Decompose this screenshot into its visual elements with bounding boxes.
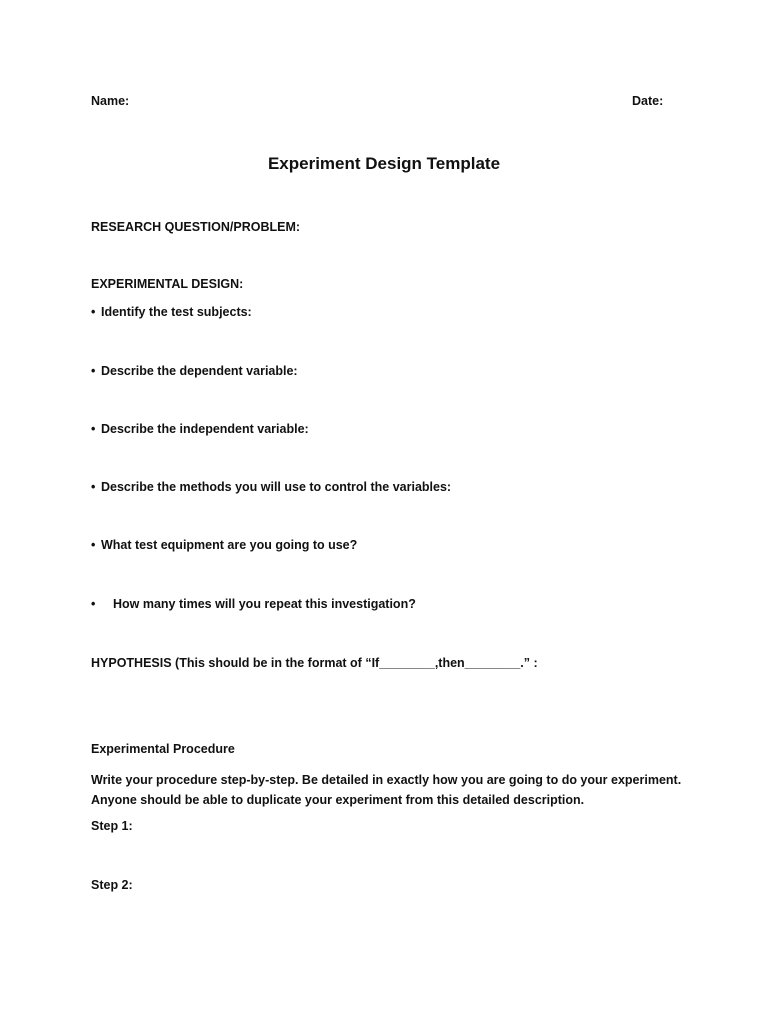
page-title: Experiment Design Template xyxy=(267,154,501,173)
procedure-instructions-line: Anyone should be able to duplicate your experiment from this detailed description. xyxy=(91,793,585,807)
procedure-instructions-line: Write your procedure step-by-step. Be detailed in exactly how you are going to do your experiment. xyxy=(91,773,682,787)
bullet-text: Describe the methods you will use to control the variables: xyxy=(101,480,452,494)
date-label: Date: xyxy=(632,94,664,108)
bullet-icon: • xyxy=(91,422,96,436)
bullet-icon: • xyxy=(91,364,96,378)
bullet-text: Describe the dependent variable: xyxy=(101,364,298,378)
bullet-text: Describe the independent variable: xyxy=(101,422,309,436)
hypothesis-heading: HYPOTHESIS (This should be in the format of “If________,then________.” : xyxy=(91,656,538,670)
procedure-instructions xyxy=(91,770,681,810)
bullet-item-repeat-count xyxy=(91,596,416,612)
bullet-item-control-methods xyxy=(91,479,451,495)
bullet-text: How many times will you repeat this investigation? xyxy=(113,597,416,611)
bullet-text: Identify the test subjects: xyxy=(101,305,252,319)
bullet-item-independent-variable xyxy=(91,421,309,437)
bullet-icon: • xyxy=(91,597,96,611)
bullet-icon: • xyxy=(91,538,96,552)
research-question-heading: RESEARCH QUESTION/PROBLEM: xyxy=(91,220,301,234)
bullet-item-test-subjects xyxy=(91,304,252,320)
step-1-label: Step 1: xyxy=(91,819,133,833)
bullet-item-test-equipment xyxy=(91,537,357,553)
name-label: Name: xyxy=(91,94,130,108)
bullet-item-dependent-variable xyxy=(91,363,298,379)
bullet-icon: • xyxy=(91,305,96,319)
experimental-design-heading: EXPERIMENTAL DESIGN: xyxy=(91,277,244,291)
step-2-label: Step 2: xyxy=(91,878,133,892)
procedure-heading: Experimental Procedure xyxy=(91,742,235,756)
bullet-text: What test equipment are you going to use? xyxy=(101,538,358,552)
bullet-icon: • xyxy=(91,480,96,494)
